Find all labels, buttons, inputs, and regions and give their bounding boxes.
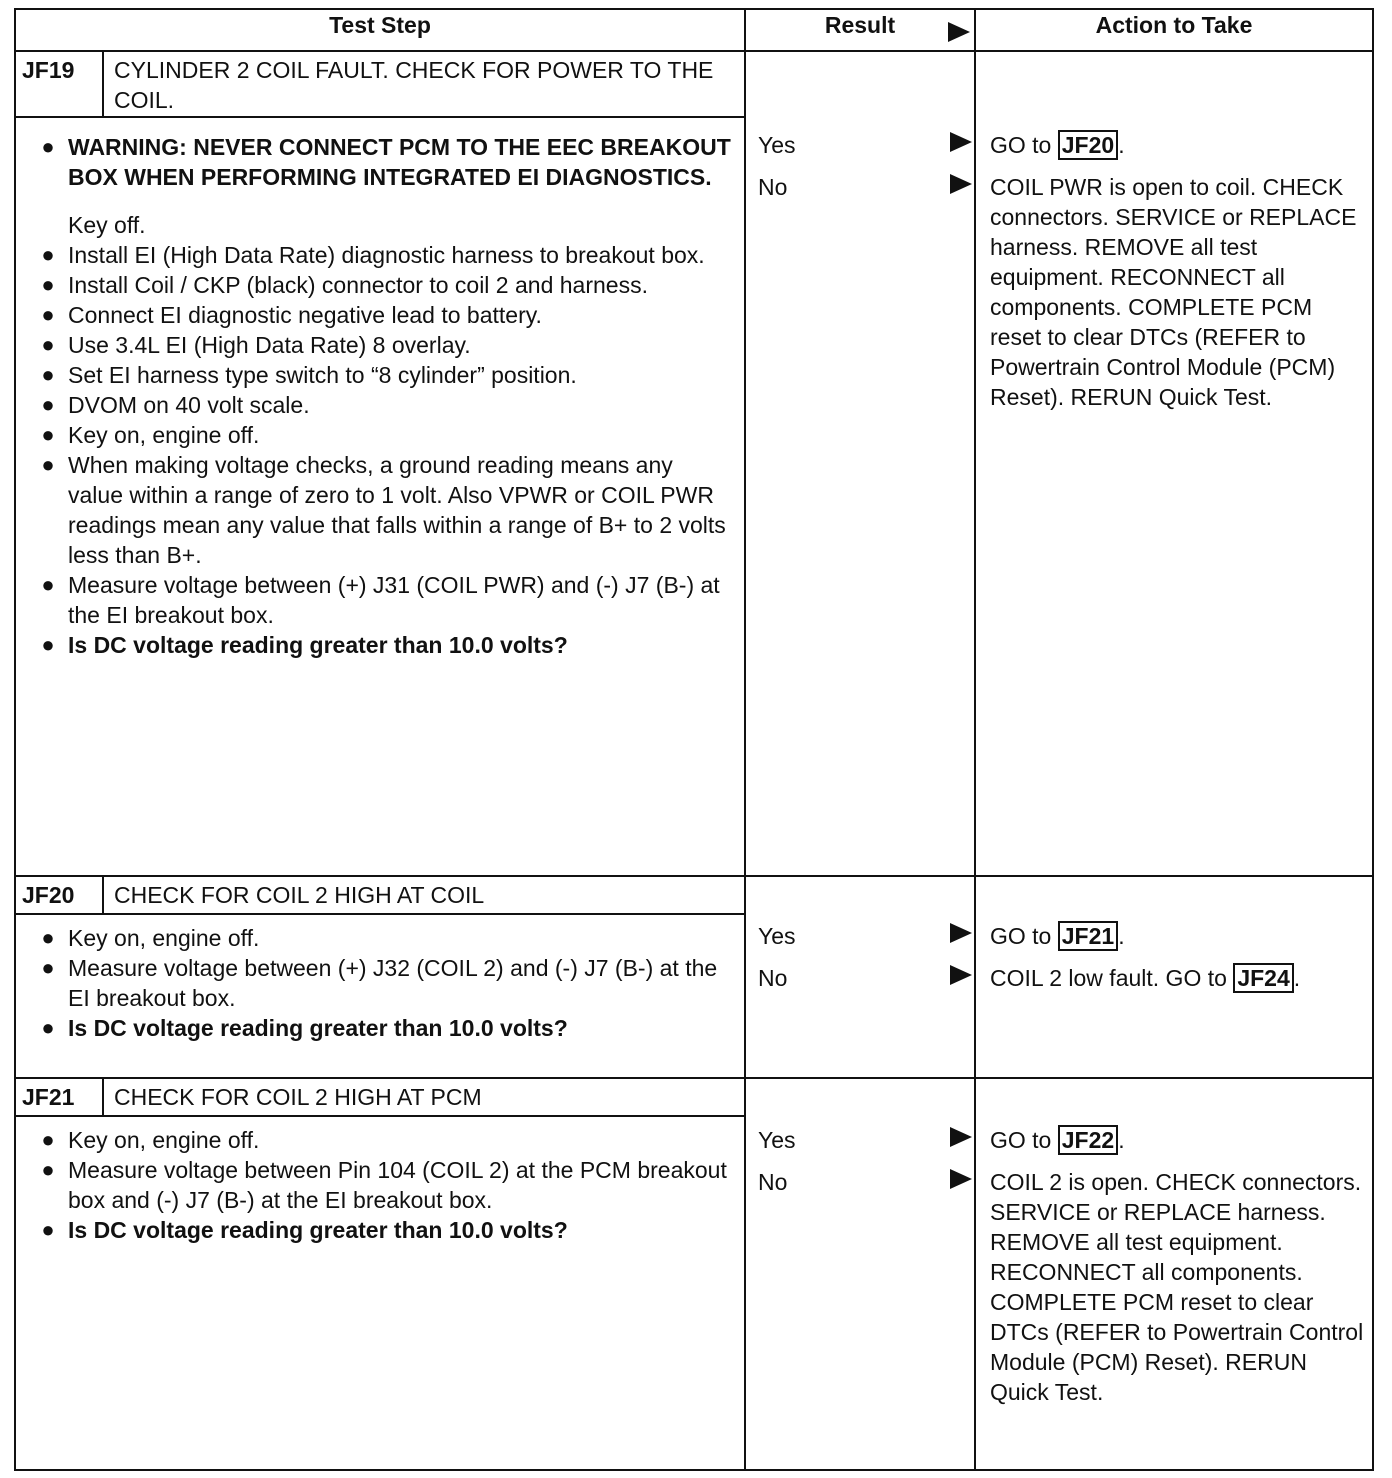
result-cell-jf21 bbox=[745, 1078, 975, 1470]
question-item bbox=[28, 630, 734, 660]
step-title: CYLINDER 2 COIL FAULT. CHECK FOR POWER TO THE COIL. bbox=[114, 57, 714, 113]
result-cell-jf19 bbox=[745, 51, 975, 876]
key-off-text: Key off. bbox=[68, 212, 146, 238]
list-item bbox=[28, 240, 734, 270]
yes-action-suffix: . bbox=[1118, 132, 1125, 158]
action-cell-jf21 bbox=[975, 1078, 1373, 1470]
question-text: Is DC voltage reading greater than 10.0 volts? bbox=[68, 1217, 568, 1243]
step-cell-jf21 bbox=[15, 1078, 745, 1470]
question-item bbox=[28, 1013, 734, 1043]
step-title: CHECK FOR COIL 2 HIGH AT PCM bbox=[114, 1084, 482, 1110]
arrow-right-icon bbox=[950, 965, 972, 985]
result-no bbox=[758, 1167, 974, 1197]
result-yes bbox=[758, 130, 974, 160]
step-instructions bbox=[16, 915, 744, 1047]
warning-text: WARNING: NEVER CONNECT PCM TO THE EEC BREAKOUT BOX WHEN PERFORMING INTEGRATED EI DIAGNOSTICS. bbox=[68, 134, 731, 190]
bullet-icon: ● bbox=[41, 332, 55, 357]
bullet-icon: ● bbox=[41, 362, 55, 387]
step-id: JF20 bbox=[16, 877, 104, 913]
step-row-jf20 bbox=[15, 876, 1373, 1078]
list-item bbox=[28, 923, 734, 953]
bullet-text: Measure voltage between (+) J31 (COIL PWR) and (-) J7 (B-) at the EI breakout box. bbox=[68, 572, 720, 628]
step-header bbox=[16, 52, 744, 118]
yes-action bbox=[990, 130, 1364, 160]
no-label: No bbox=[758, 174, 788, 200]
header-result: Result bbox=[824, 12, 896, 38]
yes-label: Yes bbox=[758, 132, 796, 158]
bullet-text: Set EI harness type switch to “8 cylinder” position. bbox=[68, 362, 577, 388]
step-row-jf21 bbox=[15, 1078, 1373, 1470]
bullet-icon: ● bbox=[41, 925, 55, 950]
no-action: COIL 2 is open. CHECK connectors. SERVICE or REPLACE harness. REMOVE all test equipment. RECONNECT all components. COMPLETE PCM reset to clear DTCs (REFER to Powertrain Control Module (PCM) Reset). RERUN Quick Test. bbox=[990, 1169, 1364, 1405]
step-id: JF21 bbox=[16, 1079, 104, 1115]
bullet-text: When making voltage checks, a ground reading means any value within a range of zero to 1 volt. Also VPWR or COIL PWR readings mean any value that falls within a range of B+ to 2 volts less than B+. bbox=[68, 452, 726, 568]
no-action-text: COIL 2 low fault. GO to bbox=[990, 965, 1227, 991]
question-item bbox=[28, 1215, 734, 1245]
bullet-icon: ● bbox=[41, 1015, 55, 1040]
yes-action bbox=[990, 1125, 1364, 1155]
step-reference-link[interactable]: JF20 bbox=[1058, 130, 1118, 160]
yes-action-text: GO to bbox=[990, 132, 1052, 158]
pinpoint-test-table bbox=[14, 8, 1374, 1471]
no-action: COIL PWR is open to coil. CHECK connectors. SERVICE or REPLACE harness. REMOVE all test equipment. RECONNECT all components. COMPLETE PCM reset to clear DTCs (REFER to Powertrain Control Module (PCM) Reset). RERUN Quick Test. bbox=[990, 174, 1357, 410]
step-instructions bbox=[16, 118, 744, 664]
yes-label: Yes bbox=[758, 1127, 796, 1153]
header-test-step: Test Step bbox=[15, 9, 745, 51]
bullet-text: Key on, engine off. bbox=[68, 1127, 260, 1153]
diagnostic-page bbox=[14, 8, 1372, 1471]
step-header bbox=[16, 1079, 744, 1117]
result-yes bbox=[758, 921, 974, 951]
bullet-icon: ● bbox=[41, 134, 55, 159]
bullet-icon: ● bbox=[41, 632, 55, 657]
yes-action bbox=[990, 921, 1364, 951]
result-no bbox=[758, 172, 974, 202]
bullet-text: DVOM on 40 volt scale. bbox=[68, 392, 310, 418]
no-action bbox=[990, 963, 1364, 993]
bullet-icon: ● bbox=[41, 452, 55, 477]
yes-action-text: GO to bbox=[990, 1127, 1052, 1153]
list-item bbox=[28, 390, 734, 420]
arrow-right-icon bbox=[950, 1169, 972, 1189]
table-header-row bbox=[15, 9, 1373, 51]
list-item bbox=[28, 570, 734, 630]
bullet-text: Measure voltage between Pin 104 (COIL 2) at the PCM breakout box and (-) J7 (B-) at the EI breakout box. bbox=[68, 1157, 727, 1213]
bullet-icon: ● bbox=[41, 572, 55, 597]
arrow-right-icon bbox=[950, 923, 972, 943]
result-no bbox=[758, 963, 974, 993]
arrow-right-icon bbox=[950, 1127, 972, 1147]
header-action: Action to Take bbox=[975, 9, 1373, 51]
no-action-suffix: . bbox=[1293, 965, 1301, 991]
bullet-text: Use 3.4L EI (High Data Rate) 8 overlay. bbox=[68, 332, 471, 358]
step-reference-link[interactable]: JF24 bbox=[1233, 963, 1293, 993]
no-label: No bbox=[758, 965, 788, 991]
arrow-right-icon bbox=[950, 132, 972, 152]
yes-action-suffix: . bbox=[1118, 923, 1125, 949]
step-cell-jf19 bbox=[15, 51, 745, 876]
list-item bbox=[28, 450, 734, 570]
result-cell-jf20 bbox=[745, 876, 975, 1078]
bullet-icon: ● bbox=[41, 1157, 55, 1182]
list-item bbox=[28, 330, 734, 360]
step-row-jf19 bbox=[15, 51, 1373, 876]
bullet-icon: ● bbox=[41, 1127, 55, 1152]
step-id: JF19 bbox=[16, 52, 104, 116]
bullet-icon: ● bbox=[41, 955, 55, 980]
arrow-right-icon bbox=[950, 174, 972, 194]
step-reference-link[interactable]: JF22 bbox=[1058, 1125, 1118, 1155]
list-item bbox=[28, 300, 734, 330]
result-yes bbox=[758, 1125, 974, 1155]
list-item bbox=[28, 1125, 734, 1155]
list-item bbox=[28, 1155, 734, 1215]
bullet-icon: ● bbox=[41, 392, 55, 417]
step-header bbox=[16, 877, 744, 915]
header-result-cell bbox=[745, 9, 975, 51]
yes-action-text: GO to bbox=[990, 923, 1052, 949]
yes-label: Yes bbox=[758, 923, 796, 949]
list-item bbox=[28, 270, 734, 300]
yes-action-suffix: . bbox=[1118, 1127, 1125, 1153]
question-text: Is DC voltage reading greater than 10.0 volts? bbox=[68, 1015, 568, 1041]
step-cell-jf20 bbox=[15, 876, 745, 1078]
list-item bbox=[28, 360, 734, 390]
bullet-text: Connect EI diagnostic negative lead to battery. bbox=[68, 302, 542, 328]
bullet-icon: ● bbox=[41, 272, 55, 297]
bullet-icon: ● bbox=[41, 302, 55, 327]
arrow-right-icon bbox=[948, 19, 970, 49]
action-cell-jf20 bbox=[975, 876, 1373, 1078]
question-text: Is DC voltage reading greater than 10.0 volts? bbox=[68, 632, 568, 658]
step-title: CHECK FOR COIL 2 HIGH AT COIL bbox=[114, 882, 485, 908]
list-item bbox=[28, 420, 734, 450]
action-cell-jf19 bbox=[975, 51, 1373, 876]
bullet-icon: ● bbox=[41, 422, 55, 447]
bullet-icon: ● bbox=[41, 1217, 55, 1242]
bullet-text: Install Coil / CKP (black) connector to coil 2 and harness. bbox=[68, 272, 648, 298]
bullet-text: Key on, engine off. bbox=[68, 925, 260, 951]
bullet-text: Measure voltage between (+) J32 (COIL 2) and (-) J7 (B-) at the EI breakout box. bbox=[68, 955, 718, 1011]
bullet-text: Install EI (High Data Rate) diagnostic harness to breakout box. bbox=[68, 242, 705, 268]
list-item bbox=[28, 953, 734, 1013]
bullet-icon: ● bbox=[41, 242, 55, 267]
bullet-text: Key on, engine off. bbox=[68, 422, 260, 448]
step-reference-link[interactable]: JF21 bbox=[1058, 921, 1118, 951]
step-instructions bbox=[16, 1117, 744, 1249]
warning-item bbox=[28, 132, 734, 192]
no-label: No bbox=[758, 1169, 788, 1195]
